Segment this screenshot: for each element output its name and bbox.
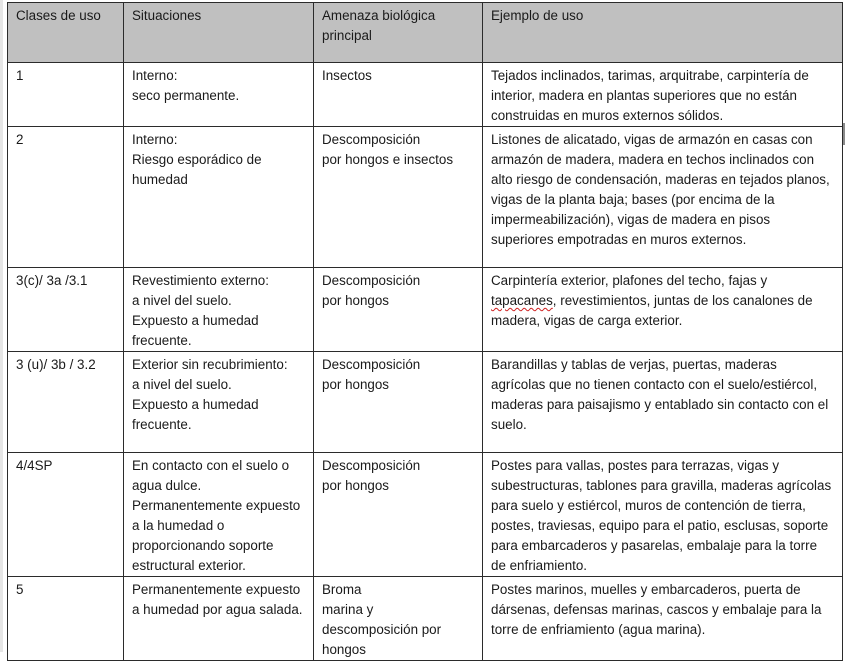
cell-clase: 4/4SP	[8, 453, 124, 577]
cell-clase: 3(c)/ 3a /3.1	[8, 268, 124, 352]
cell-clase: 1	[8, 63, 124, 127]
page-edge	[0, 0, 3, 652]
table-row	[8, 352, 843, 453]
cell-situacion: Exterior sin recubrimiento: a nivel del suelo. Expuesto a humedad frecuente.	[124, 352, 314, 453]
table-row	[8, 268, 843, 352]
ejemplo-text-start: Carpintería exterior, plafones del techo, fajas y	[491, 273, 768, 288]
cell-situacion: Interno: Riesgo esporádico de humedad	[124, 127, 314, 268]
table-row	[8, 63, 843, 127]
cell-situacion: En contacto con el suelo o agua dulce. Permanentemente expuesto a la humedad o proporcionando soporte estructural exterior.	[124, 453, 314, 577]
header-ejemplo: Ejemplo de uso	[483, 3, 843, 63]
cell-ejemplo	[483, 268, 843, 352]
header-amenaza: Amenaza biológica principal	[314, 3, 483, 63]
column-resize-marker[interactable]	[843, 123, 845, 145]
table-row	[8, 127, 843, 268]
cell-clase: 3 (u)/ 3b / 3.2	[8, 352, 124, 453]
cell-clase: 5	[8, 577, 124, 661]
wood-use-class-table	[7, 2, 843, 661]
header-row	[8, 3, 843, 63]
cell-ejemplo: Postes para vallas, postes para terrazas, vigas y subestructuras, tablones para gravilla, maderas agrícolas para suelo y estiércol, muros de contención de tierra, postes, traviesas, equipo para el patio, esclusas, soporte para embarcaderos y pasarelas, embalaje para la torre de enfriamiento.	[483, 453, 843, 577]
header-situaciones: Situaciones	[124, 3, 314, 63]
spellcheck-flagged-word[interactable]: tapacanes	[491, 293, 553, 308]
cell-amenaza: Descomposición por hongos	[314, 268, 483, 352]
cell-ejemplo: Listones de alicatado, vigas de armazón en casas con armazón de madera, madera en techos inclinados con alto riesgo de condensación, maderas en tejados planos, vigas de la planta baja; bases (por encima de la impermeabilización), vigas de madera en pisos superiores empotradas en muros externos.	[483, 127, 843, 268]
cell-amenaza: Insectos	[314, 63, 483, 127]
cell-situacion: Revestimiento externo: a nivel del suelo. Expuesto a humedad frecuente.	[124, 268, 314, 352]
cell-clase: 2	[8, 127, 124, 268]
cell-situacion: Permanentemente expuesto a humedad por agua salada.	[124, 577, 314, 661]
cell-ejemplo: Tejados inclinados, tarimas, arquitrabe, carpintería de interior, madera en plantas superiores que no están construidas en muros externos sólidos.	[483, 63, 843, 127]
table-row	[8, 577, 843, 661]
ejemplo-text-end: , revestimientos, juntas de los canalones de madera, vigas de carga exterior.	[491, 293, 813, 328]
cell-ejemplo: Barandillas y tablas de verjas, puertas, maderas agrícolas que no tienen contacto con el suelo/estiércol, maderas para paisajismo y entablado sin contacto con el suelo.	[483, 352, 843, 453]
cell-situacion: Interno: seco permanente.	[124, 63, 314, 127]
cell-amenaza: Descomposición por hongos e insectos	[314, 127, 483, 268]
header-clases-de-uso: Clases de uso	[8, 3, 124, 63]
table-row	[8, 453, 843, 577]
cell-amenaza: Descomposición por hongos	[314, 352, 483, 453]
cell-amenaza: Descomposición por hongos	[314, 453, 483, 577]
cell-ejemplo: Postes marinos, muelles y embarcaderos, puerta de dársenas, defensas marinas, cascos y embalaje para la torre de enfriamiento (agua marina).	[483, 577, 843, 661]
cell-amenaza: Broma marina y descomposición por hongos	[314, 577, 483, 661]
